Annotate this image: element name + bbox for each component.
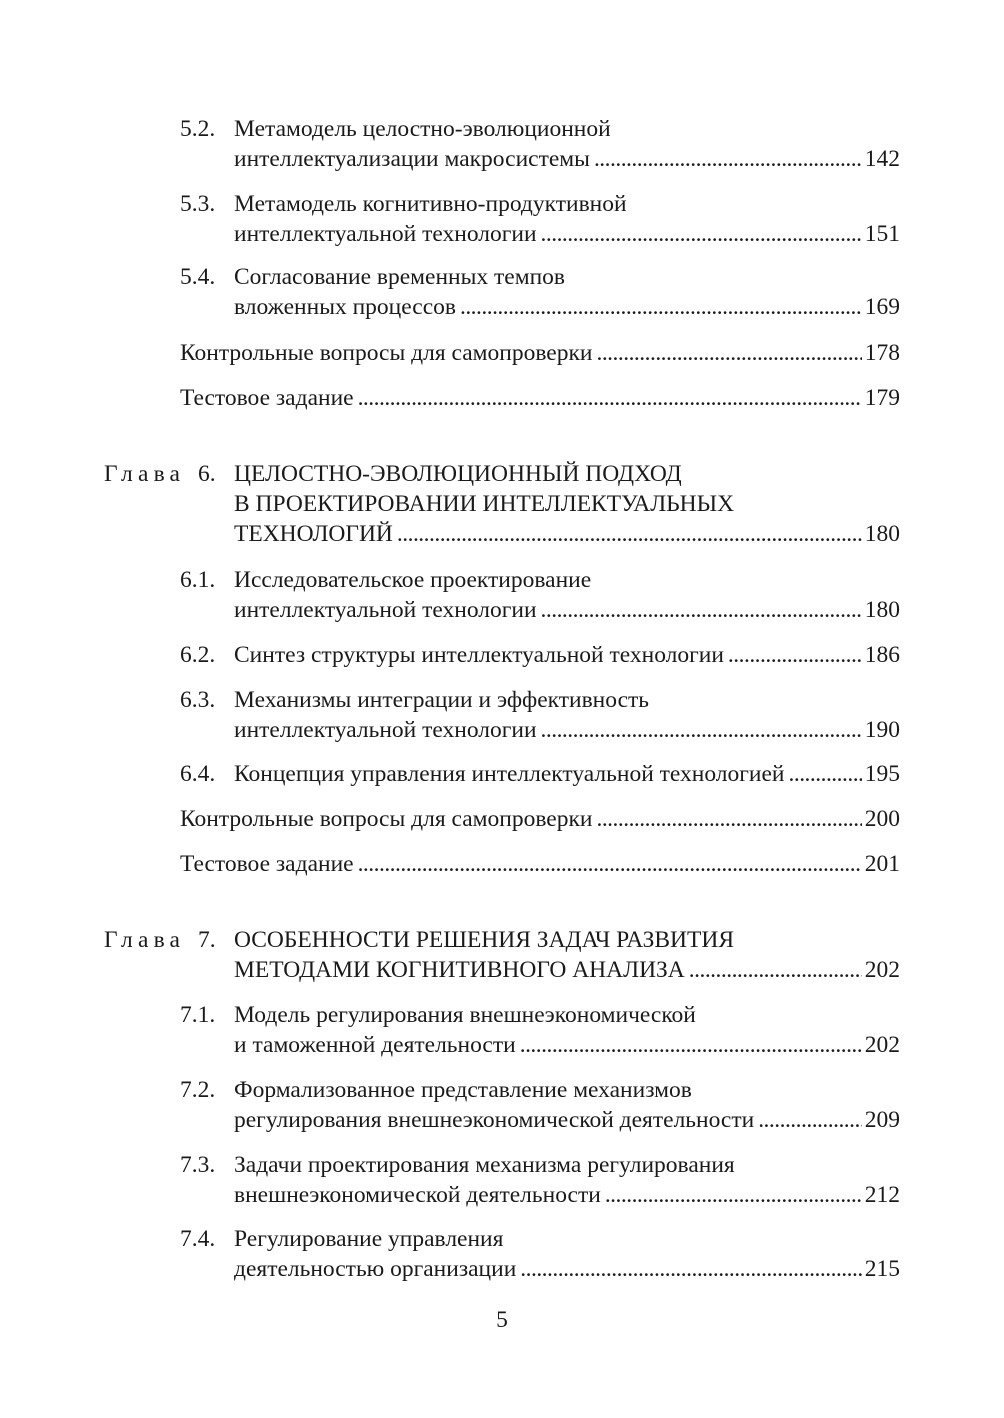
page-number: 209 [864, 1107, 900, 1133]
dot-leader [520, 1030, 862, 1060]
page-number: 202 [864, 1032, 900, 1058]
section-number: 5.3. [180, 191, 216, 217]
section-number: 6.3. [180, 687, 216, 713]
chapter-title-line: ЦЕЛОСТНО-ЭВОЛЮЦИОННЫЙ ПОДХОД [234, 461, 682, 487]
section-title-line: регулирования внешнеэкономической деятельности [234, 1107, 755, 1133]
page-number: 180 [864, 521, 900, 547]
section-number: 7.1. [180, 1002, 216, 1028]
toc-entry-test [180, 849, 900, 879]
section-title-line: вложенных процессов [234, 294, 456, 320]
section-number: 6.1. [180, 567, 216, 593]
page-number: 180 [864, 597, 900, 623]
section-title-line: Модель регулирования внешнеэкономической [234, 1002, 696, 1028]
entry-title: Контрольные вопросы для самопроверки [180, 340, 593, 366]
dot-leader [397, 519, 862, 549]
section-number: 7.3. [180, 1152, 216, 1178]
section-title-line: интеллектуальной технологии [234, 221, 537, 247]
page-number: 201 [864, 851, 900, 877]
dot-leader [541, 595, 862, 625]
section-title-line: и таможенной деятельности [234, 1032, 516, 1058]
dot-leader [758, 1105, 862, 1135]
section-title-line: Задачи проектирования механизма регулирования [234, 1152, 735, 1178]
section-title-line: интеллектуальной технологии [234, 717, 537, 743]
chapter-number: 7. [198, 927, 216, 953]
chapter-title-line: ОСОБЕННОСТИ РЕШЕНИЯ ЗАДАЧ РАЗВИТИЯ [234, 927, 734, 953]
section-number: 6.2. [180, 642, 216, 668]
dot-leader [358, 383, 862, 413]
entry-title: Контрольные вопросы для самопроверки [180, 806, 593, 832]
section-number: 6.4. [180, 761, 216, 787]
dot-leader [460, 292, 862, 322]
entry-title: Тестовое задание [180, 385, 354, 411]
entry-title: Тестовое задание [180, 851, 354, 877]
toc-entry-control-questions [180, 804, 900, 834]
section-title-line: Согласование временных темпов [234, 264, 566, 290]
toc-entry-test [180, 383, 900, 413]
section-number: 5.4. [180, 264, 216, 290]
page-number: 200 [864, 806, 900, 832]
section-title-line: Исследовательское проектирование [234, 567, 592, 593]
section-title-line: внешнеэкономической деятельности [234, 1182, 601, 1208]
section-title-line: Метамодель когнитивно-продуктивной [234, 191, 627, 217]
chapter-number: 6. [198, 461, 216, 487]
section-title-line: интеллектуализации макросистемы [234, 146, 590, 172]
page-number: 190 [864, 717, 900, 743]
toc-entry-control-questions [180, 338, 900, 368]
dot-leader [358, 849, 862, 879]
page-number: 151 [864, 221, 900, 247]
chapter-title-line: В ПРОЕКТИРОВАНИИ ИНТЕЛЛЕКТУАЛЬНЫХ [234, 491, 735, 517]
section-title-line: Механизмы интеграции и эффективность [234, 687, 650, 713]
page-footer-number: 5 [496, 1307, 508, 1333]
chapter-label: Глава [104, 927, 186, 953]
chapter-label: Глава [104, 461, 186, 487]
dot-leader [594, 144, 862, 174]
section-title-line: деятельностью организации [234, 1256, 517, 1282]
section-title-line: Метамодель целостно-эволюционной [234, 116, 611, 142]
dot-leader [605, 1180, 862, 1210]
section-title-line: Регулирование управления [234, 1226, 504, 1252]
chapter-title-line: МЕТОДАМИ КОГНИТИВНОГО АНАЛИЗА [234, 957, 685, 983]
chapter-title-line: ТЕХНОЛОГИЙ [234, 521, 393, 547]
dot-leader [520, 1254, 861, 1284]
page-number: 169 [864, 294, 900, 320]
dot-leader [728, 640, 862, 670]
section-number: 7.2. [180, 1077, 216, 1103]
page-number: 195 [864, 761, 900, 787]
dot-leader [596, 804, 861, 834]
page-number: 215 [864, 1256, 900, 1282]
page-number: 179 [864, 385, 900, 411]
page-number: 142 [864, 146, 900, 172]
page-number: 178 [864, 340, 900, 366]
section-number: 7.4. [180, 1226, 216, 1252]
page-number: 212 [864, 1182, 900, 1208]
section-title-line: Концепция управления интеллектуальной технологией [234, 761, 785, 787]
page-number: 186 [864, 642, 900, 668]
page-number: 202 [864, 957, 900, 983]
section-title-line: Формализованное представление механизмов [234, 1077, 692, 1103]
dot-leader [596, 338, 861, 368]
dot-leader [689, 955, 862, 985]
dot-leader [541, 219, 862, 249]
dot-leader [789, 759, 862, 789]
section-number: 5.2. [180, 116, 216, 142]
dot-leader [541, 715, 862, 745]
section-title-line: Синтез структуры интеллектуальной технологии [234, 642, 724, 668]
section-title-line: интеллектуальной технологии [234, 597, 537, 623]
